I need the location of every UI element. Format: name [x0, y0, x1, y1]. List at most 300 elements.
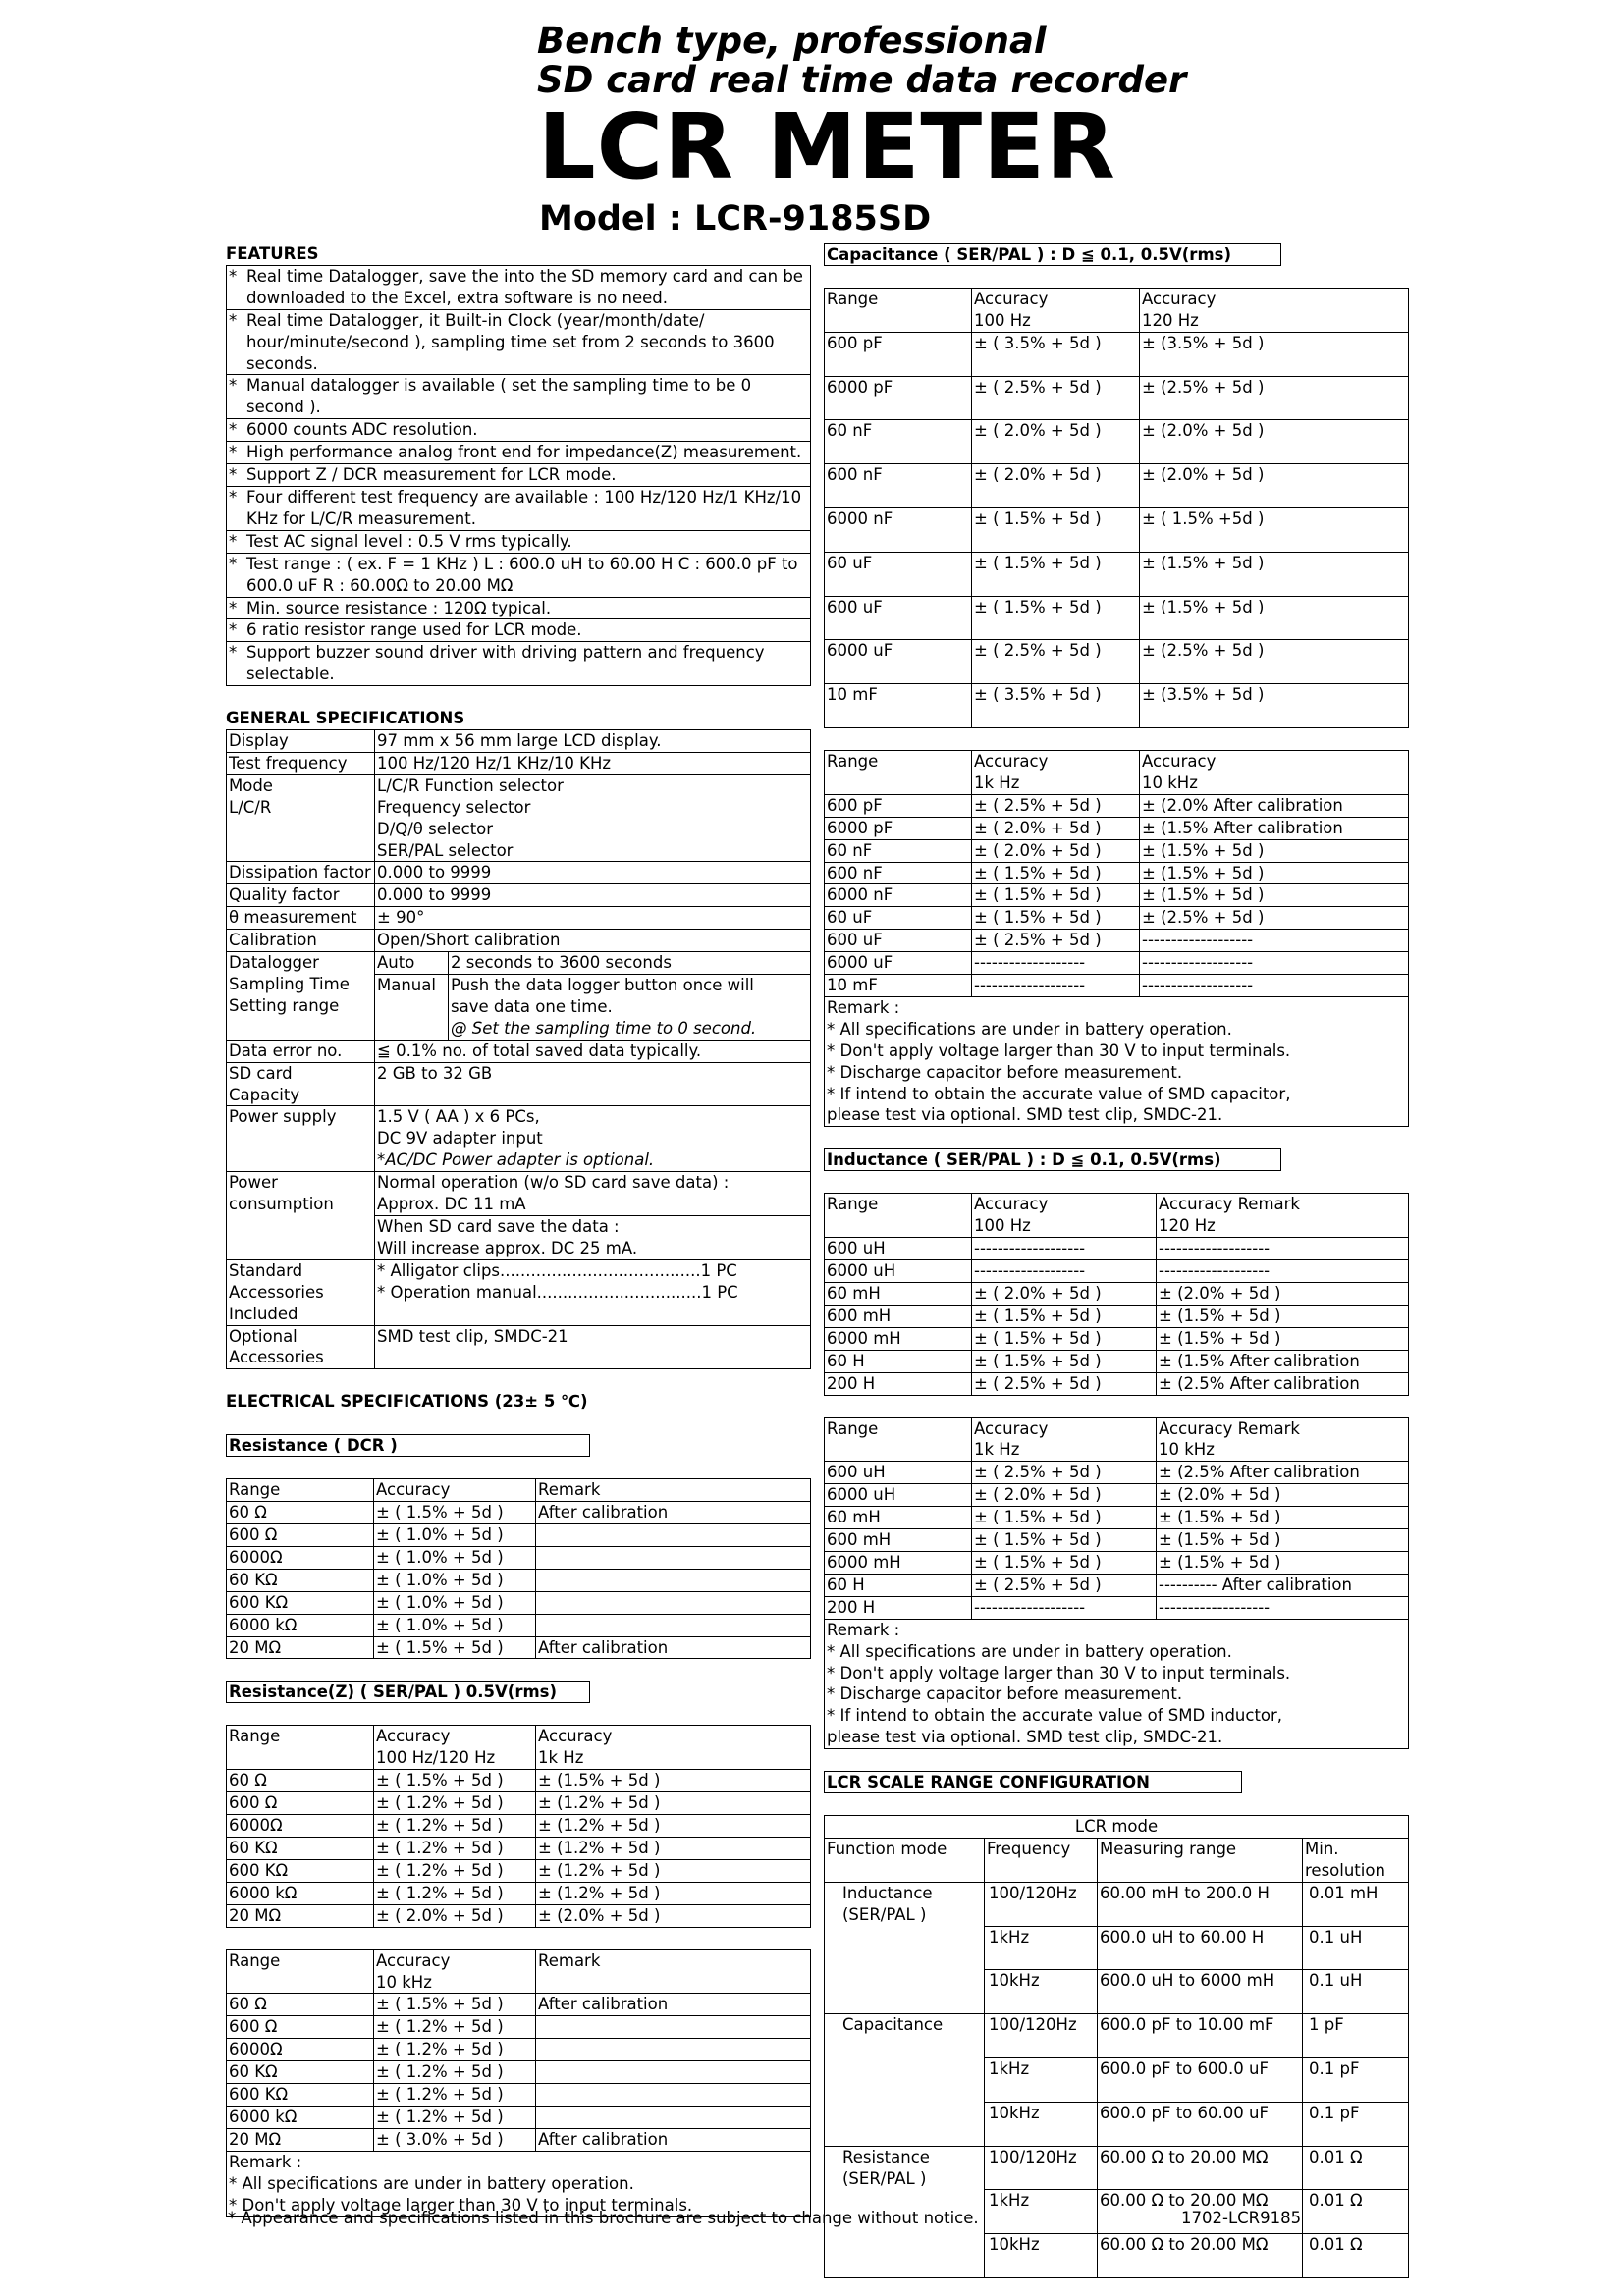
header-cell: [972, 1417, 1157, 1462]
table-cell: ± (1.5% + 5d ): [1157, 1327, 1409, 1350]
spec-value: When SD card save the data : Will increase approx. DC 25 mA.: [375, 1215, 811, 1259]
function-sub: (SER/PAL ): [842, 1904, 927, 1924]
remark-row: [825, 1062, 1409, 1084]
remark-text: * Don't apply voltage larger than 30 V to input terminals.: [825, 1663, 1409, 1684]
spec-value: Push the data logger button once will save data one time. @ Set the sampling time to 0 second.: [449, 975, 811, 1041]
table-row: [825, 420, 1409, 464]
z-table-low: [226, 1725, 811, 1927]
table-cell: 200 H: [825, 1596, 972, 1619]
table-cell: ± ( 1.2% + 5d ): [374, 2039, 536, 2061]
header-text: Range: [827, 290, 879, 308]
header-text: Accuracy: [376, 1727, 451, 1746]
remark-row: [825, 1104, 1409, 1126]
ind-table-low: [824, 1193, 1409, 1395]
table-cell: 600 pF: [825, 794, 972, 817]
table-cell: ± (2.0% After calibration: [1140, 794, 1409, 817]
table-cell: 60 KΩ: [227, 1838, 374, 1860]
table-cell: ± ( 1.5% + 5d ): [972, 1327, 1157, 1350]
table-cell: -------------------: [972, 1260, 1157, 1283]
table-cell: ± ( 1.5% + 5d ): [972, 1350, 1157, 1372]
config-row: [825, 2146, 1409, 2190]
table-row: [227, 1882, 811, 1904]
features-title: FEATURES: [226, 244, 319, 263]
header-text: Accuracy Remark: [1159, 1195, 1300, 1214]
table-row: [825, 975, 1409, 997]
table-cell: 60 uF: [825, 552, 972, 596]
table-cell: ± (1.2% + 5d ): [536, 1838, 811, 1860]
table-row: [227, 1546, 811, 1569]
header-text: Accuracy Remark: [1159, 1418, 1300, 1438]
table-row: [227, 1636, 811, 1659]
remark-text: * All specifications are under in battery operation.: [825, 1641, 1409, 1663]
feature-row: [227, 464, 811, 487]
table-cell: 600 uF: [825, 596, 972, 640]
table-header: [825, 750, 1409, 794]
table-cell: 10 mF: [825, 684, 972, 728]
feature-text: Support Z / DCR measurement for LCR mode.: [244, 464, 811, 487]
function-name: Resistance: [842, 2147, 930, 2166]
table-cell: ± ( 1.2% + 5d ): [374, 2061, 536, 2084]
table-cell: -------------------: [972, 1238, 1157, 1260]
table-row: [227, 1770, 811, 1792]
header-cell: Function mode: [825, 1839, 985, 1883]
config-function: [825, 1882, 985, 2013]
spec-key: θ measurement: [227, 907, 375, 930]
header-cell: [825, 1417, 972, 1462]
table-row: [825, 1238, 1409, 1260]
function-name: Inductance: [842, 1883, 933, 1902]
inductance-title: Inductance ( SER/PAL ) : D ≦ 0.1, 0.5V(rms): [824, 1148, 1281, 1171]
remark-row: [825, 1041, 1409, 1062]
table-cell: ± ( 2.5% + 5d ): [972, 1372, 1157, 1395]
header-cell: [1157, 1417, 1409, 1462]
table-cell: 10 mF: [825, 975, 972, 997]
table-cell: ± ( 2.5% + 5d ): [972, 640, 1140, 684]
feature-text: Four different test frequency are available : 100 Hz/120 Hz/1 KHz/10 KHz for L/C/R measurement.: [244, 486, 811, 530]
config-cell: 0.1 pF: [1303, 2102, 1409, 2146]
table-cell: ± (1.2% + 5d ): [536, 1792, 811, 1815]
table-cell: 20 MΩ: [227, 2128, 374, 2151]
header-text: Accuracy: [1142, 751, 1217, 771]
table-row: [227, 2084, 811, 2107]
remark-text: * All specifications are under in battery operation.: [227, 2173, 811, 2195]
left-column: [226, 243, 811, 2217]
table-cell: 600 Ω: [227, 2016, 374, 2039]
table-row: [825, 884, 1409, 907]
spec-value: SMD test clip, SMDC-21: [375, 1325, 811, 1369]
table-cell: -------------------: [1140, 975, 1409, 997]
table-cell: ± ( 2.5% + 5d ): [972, 930, 1140, 952]
table-cell: ± ( 1.5% + 5d ): [972, 1551, 1157, 1574]
table-cell: ± ( 3.5% + 5d ): [972, 332, 1140, 376]
table-row: [825, 1462, 1409, 1484]
header-line1: Bench type, professional: [537, 20, 1047, 62]
table-row: [825, 1507, 1409, 1529]
table-cell: ± ( 1.2% + 5d ): [374, 1838, 536, 1860]
header-text: Range: [827, 751, 879, 771]
spec-key: Dissipation factor: [227, 862, 375, 884]
config-cell: 10kHz: [985, 1970, 1098, 2014]
table-row: [825, 1484, 1409, 1507]
header-cell: [227, 1726, 374, 1770]
table-cell: 60 nF: [825, 420, 972, 464]
config-row: [825, 2014, 1409, 2058]
table-cell: ± (2.0% + 5d ): [1157, 1283, 1409, 1306]
table-row: [227, 1569, 811, 1591]
dcr-title: Resistance ( DCR ): [226, 1434, 590, 1457]
bullet: *: [227, 530, 245, 553]
header-cell: [227, 1479, 374, 1502]
table-row: [227, 2128, 811, 2151]
bullet: *: [227, 309, 245, 375]
table-cell: 60 Ω: [227, 1770, 374, 1792]
feature-row: [227, 419, 811, 442]
table-row: [227, 1591, 811, 1614]
header-cell: [825, 750, 972, 794]
table-cell: ± ( 2.5% + 5d ): [972, 1462, 1157, 1484]
table-cell: 600 mH: [825, 1305, 972, 1327]
feature-text: Real time Datalogger, save the into the SD memory card and can be downloaded to the Excel, extra software is no need.: [244, 265, 811, 309]
table-cell: ± ( 1.5% + 5d ): [972, 862, 1140, 884]
table-cell: After calibration: [536, 1994, 811, 2016]
config-cell: 0.01 mH: [1303, 1882, 1409, 1926]
table-cell: ± ( 1.5% + 5d ): [374, 1636, 536, 1659]
table-cell: 6000 pF: [825, 817, 972, 839]
table-cell: ± ( 1.0% + 5d ): [374, 1546, 536, 1569]
header-text: Accuracy: [974, 1195, 1049, 1214]
table-cell: After calibration: [536, 1636, 811, 1659]
spec-key: Quality factor: [227, 884, 375, 907]
table-row: [227, 1859, 811, 1882]
page-title: LCR METER: [538, 94, 1116, 199]
spec-key: Mode L/C/R: [227, 774, 375, 862]
table-cell: ± (2.5% After calibration: [1157, 1462, 1409, 1484]
table-cell: ± ( 1.0% + 5d ): [374, 1591, 536, 1614]
table-row: [825, 508, 1409, 553]
table-row: [825, 1327, 1409, 1350]
table-row: [825, 1305, 1409, 1327]
table-header: [825, 289, 1409, 333]
table-cell: 60 KΩ: [227, 1569, 374, 1591]
table-cell: [536, 2084, 811, 2107]
table-cell: 6000 nF: [825, 884, 972, 907]
table-cell: ± (1.5% + 5d ): [1140, 839, 1409, 862]
table-cell: [536, 1546, 811, 1569]
remark-text: * Discharge capacitor before measurement.: [825, 1683, 1409, 1705]
table-cell: ± ( 2.0% + 5d ): [972, 420, 1140, 464]
table-cell: -------------------: [1157, 1260, 1409, 1283]
table-header: [227, 1949, 811, 1994]
z-title: Resistance(Z) ( SER/PAL ) 0.5V(rms): [226, 1681, 590, 1703]
table-cell: ± ( 3.5% + 5d ): [972, 684, 1140, 728]
remark-row: [825, 1019, 1409, 1041]
table-cell: [536, 2039, 811, 2061]
table-cell: After calibration: [536, 1502, 811, 1524]
table-row: [825, 794, 1409, 817]
table-cell: 600 nF: [825, 464, 972, 508]
table-header: [825, 1194, 1409, 1238]
table-cell: 20 MΩ: [227, 1904, 374, 1927]
table-cell: [536, 1591, 811, 1614]
table-row: [227, 1502, 811, 1524]
config-cell: 100/120Hz: [985, 1882, 1098, 1926]
header-text: 10 kHz: [1142, 773, 1198, 792]
spec-key: Optional Accessories: [227, 1325, 375, 1369]
bullet: *: [227, 464, 245, 487]
table-cell: ± ( 1.5% + 5d ): [972, 508, 1140, 553]
config-row: [825, 1882, 1409, 1926]
table-cell: ± ( 1.5% + 5d ): [374, 1502, 536, 1524]
table-cell: ± (1.5% + 5d ): [1157, 1551, 1409, 1574]
table-row: [825, 376, 1409, 420]
feature-row: [227, 486, 811, 530]
table-cell: ± (1.5% + 5d ): [1140, 884, 1409, 907]
spec-value: 97 mm x 56 mm large LCD display.: [375, 730, 811, 753]
table-cell: 600 Ω: [227, 1524, 374, 1547]
remark-text: Remark :: [825, 996, 1409, 1018]
header-text: [827, 1439, 969, 1461]
feature-text: Real time Datalogger, it Built-in Clock (year/month/date/ hour/minute/second ), sampling time set from 2 seconds to 3600 seconds.: [244, 309, 811, 375]
spec-key: SD card Capacity: [227, 1062, 375, 1106]
table-cell: After calibration: [536, 2128, 811, 2151]
table-cell: -------------------: [1140, 930, 1409, 952]
table-cell: ± ( 1.0% + 5d ): [374, 1569, 536, 1591]
table-cell: ---------- After calibration: [1157, 1574, 1409, 1596]
bullet: *: [227, 265, 245, 309]
table-cell: 600 nF: [825, 862, 972, 884]
table-cell: 60 uF: [825, 907, 972, 930]
header-text: [827, 773, 969, 794]
header-cell: [536, 1949, 811, 1994]
spec-value: 0.000 to 9999: [375, 884, 811, 907]
table-cell: 6000 mH: [825, 1551, 972, 1574]
header-cell: [1157, 1194, 1409, 1238]
header-cell: [536, 1479, 811, 1502]
table-cell: ± ( 2.0% + 5d ): [972, 1484, 1157, 1507]
config-cell: 0.01 Ω: [1303, 2190, 1409, 2234]
spec-value: ± 90°: [375, 907, 811, 930]
table-row: [825, 640, 1409, 684]
config-cell: 0.1 uH: [1303, 1926, 1409, 1970]
header-text: 1k Hz: [974, 1440, 1020, 1460]
table-cell: ± (2.5% + 5d ): [1140, 907, 1409, 930]
footer-note: * Appearance and specifications listed in this brochure are subject to change without notice.: [228, 2209, 979, 2227]
header-text: 1k Hz: [538, 1748, 584, 1768]
model-label: Model : LCR-9185SD: [539, 199, 932, 239]
table-cell: ± (3.5% + 5d ): [1140, 684, 1409, 728]
spec-key: Test frequency: [227, 752, 375, 774]
table-row: [227, 1815, 811, 1838]
table-row: [825, 684, 1409, 728]
footer-code: 1702-LCR9185: [1181, 2209, 1302, 2227]
header-text: Range: [229, 1727, 281, 1746]
header-text: Range: [229, 1480, 281, 1500]
remark-text: * Discharge capacitor before measurement.: [825, 1062, 1409, 1084]
table-cell: ± ( 2.0% + 5d ): [374, 1904, 536, 1927]
table-cell: ± ( 2.0% + 5d ): [972, 464, 1140, 508]
bullet: *: [227, 619, 245, 642]
bullet: *: [227, 442, 245, 464]
table-cell: ± ( 1.5% +5d ): [1140, 508, 1409, 553]
table-cell: 600 uH: [825, 1238, 972, 1260]
spec-value: Manual: [375, 975, 449, 1041]
table-cell: ± ( 1.5% + 5d ): [972, 907, 1140, 930]
spec-value: 0.000 to 9999: [375, 862, 811, 884]
header-text: 10 kHz: [1159, 1440, 1215, 1460]
table-cell: 600 KΩ: [227, 1591, 374, 1614]
header-text: [538, 1972, 808, 1994]
table-header: [825, 1417, 1409, 1462]
table-cell: [536, 2016, 811, 2039]
table-row: [825, 1551, 1409, 1574]
table-row: [227, 1524, 811, 1547]
table-cell: ± (1.2% + 5d ): [536, 1815, 811, 1838]
remark-row: [825, 996, 1409, 1018]
table-cell: ± ( 1.2% + 5d ): [374, 1859, 536, 1882]
table-cell: 60 mH: [825, 1507, 972, 1529]
config-cell: 0.01 Ω: [1303, 2234, 1409, 2278]
spec-value: Normal operation (w/o SD card save data) : Approx. DC 11 mA: [375, 1172, 811, 1216]
table-row: [825, 1529, 1409, 1552]
config-cell: 600.0 uH to 6000 mH: [1098, 1970, 1303, 2014]
spec-key: Datalogger Sampling Time Setting range: [227, 952, 375, 1041]
table-cell: 6000 kΩ: [227, 2106, 374, 2128]
electrical-title: ELECTRICAL SPECIFICATIONS (23± 5 ℃): [226, 1392, 588, 1412]
config-cell: 600.0 uH to 60.00 H: [1098, 1926, 1303, 1970]
table-cell: ± ( 2.0% + 5d ): [972, 817, 1140, 839]
table-cell: ± ( 1.2% + 5d ): [374, 1815, 536, 1838]
table-cell: 60 KΩ: [227, 2061, 374, 2084]
table-cell: 6000 mH: [825, 1327, 972, 1350]
feature-row: [227, 265, 811, 309]
table-cell: ± ( 1.2% + 5d ): [374, 1882, 536, 1904]
table-row: [227, 2016, 811, 2039]
function-sub: (SER/PAL ): [842, 2168, 927, 2188]
table-cell: [536, 1614, 811, 1636]
table-cell: ± ( 2.5% + 5d ): [972, 1574, 1157, 1596]
header-cell: [374, 1949, 536, 1994]
bullet: *: [227, 419, 245, 442]
general-spec-table: [226, 729, 811, 1369]
header-text: [827, 310, 969, 332]
table-cell: ± (2.5% + 5d ): [1140, 376, 1409, 420]
table-row: [825, 332, 1409, 376]
ind-table-high: [824, 1417, 1409, 1750]
table-row: [227, 2106, 811, 2128]
table-cell: ± ( 1.2% + 5d ): [374, 2016, 536, 2039]
table-cell: ± (1.5% After calibration: [1157, 1350, 1409, 1372]
bullet: *: [227, 486, 245, 530]
remark-text: * If intend to obtain the accurate value of SMD inductor,: [825, 1705, 1409, 1727]
table-cell: ± ( 1.5% + 5d ): [374, 1770, 536, 1792]
table-cell: ± ( 1.0% + 5d ): [374, 1614, 536, 1636]
table-row: [227, 1792, 811, 1815]
config-cell: 100/120Hz: [985, 2014, 1098, 2058]
header-text: [827, 1215, 969, 1237]
config-cell: 1kHz: [985, 2058, 1098, 2103]
spec-value: 100 Hz/120 Hz/1 KHz/10 KHz: [375, 752, 811, 774]
table-cell: 6000 uF: [825, 640, 972, 684]
feature-text: Manual datalogger is available ( set the sampling time to be 0 second ).: [244, 375, 811, 419]
table-cell: ± ( 1.5% + 5d ): [972, 552, 1140, 596]
table-cell: ± (1.2% + 5d ): [536, 1882, 811, 1904]
table-cell: 6000Ω: [227, 2039, 374, 2061]
table-cell: [536, 1524, 811, 1547]
table-cell: ± ( 1.0% + 5d ): [374, 1524, 536, 1547]
table-cell: 60 Ω: [227, 1994, 374, 2016]
header-cell: [536, 1726, 811, 1770]
table-cell: 20 MΩ: [227, 1636, 374, 1659]
spec-value: Open/Short calibration: [375, 930, 811, 952]
remark-text: * Don't apply voltage larger than 30 V to input terminals.: [227, 2195, 811, 2216]
header-cell: Measuring range: [1098, 1839, 1303, 1883]
header-text: 100 Hz: [974, 1216, 1031, 1236]
header-text: Range: [229, 1950, 281, 1970]
table-header: [227, 1479, 811, 1502]
header-cell: [825, 289, 972, 333]
header-text: 100 Hz/120 Hz: [376, 1748, 496, 1768]
config-cell: 0.01 Ω: [1303, 2146, 1409, 2190]
table-cell: ± ( 1.5% + 5d ): [972, 1529, 1157, 1552]
spec-value: 2 GB to 32 GB: [375, 1062, 811, 1106]
spec-key: Power supply: [227, 1106, 375, 1172]
table-row: [825, 1574, 1409, 1596]
remark-row: [825, 1663, 1409, 1684]
table-cell: ± (1.5% + 5d ): [1140, 596, 1409, 640]
spec-key: Display: [227, 730, 375, 753]
config-cell: 0.1 pF: [1303, 2058, 1409, 2103]
dcr-table: [226, 1478, 811, 1659]
config-cell: 10kHz: [985, 2102, 1098, 2146]
spec-value: * Alligator clips.......................................1 PC * Operation manual................................1 PC: [375, 1259, 811, 1325]
right-column: [824, 243, 1409, 2278]
remark-row: [227, 2173, 811, 2195]
table-cell: 200 H: [825, 1372, 972, 1395]
table-cell: 600 KΩ: [227, 2084, 374, 2107]
table-cell: ± (1.5% + 5d ): [1157, 1529, 1409, 1552]
table-cell: 6000Ω: [227, 1546, 374, 1569]
header-cell: [825, 1194, 972, 1238]
table-row: [825, 1350, 1409, 1372]
table-cell: ± ( 1.5% + 5d ): [972, 1507, 1157, 1529]
feature-text: Test range : ( ex. F = 1 KHz ) L : 600.0 uH to 60.00 H C : 600.0 pF to 600.0 uF R : 60.00Ω to 20.00 MΩ: [244, 553, 811, 597]
header-text: Range: [827, 1418, 879, 1438]
header-cell: [227, 1949, 374, 1994]
table-row: [825, 930, 1409, 952]
feature-row: [227, 619, 811, 642]
remark-row: [825, 1705, 1409, 1727]
config-cell: 1 pF: [1303, 2014, 1409, 2058]
header-text: Accuracy: [538, 1727, 613, 1746]
table-cell: ± ( 2.5% + 5d ): [972, 794, 1140, 817]
feature-row: [227, 642, 811, 686]
function-name: Capacitance: [842, 2015, 944, 2035]
table-row: [825, 1596, 1409, 1619]
config-cell: 10kHz: [985, 2234, 1098, 2278]
header-line2: SD card real time data recorder: [537, 59, 1187, 101]
header-text: 120 Hz: [1159, 1216, 1216, 1236]
header-text: Accuracy: [974, 1418, 1049, 1438]
table-cell: ± (1.5% + 5d ): [536, 1770, 811, 1792]
table-row: [825, 1372, 1409, 1395]
table-cell: 6000 nF: [825, 508, 972, 553]
remark-row: [825, 1683, 1409, 1705]
table-cell: ± ( 1.5% + 5d ): [972, 884, 1140, 907]
spec-key: Calibration: [227, 930, 375, 952]
table-cell: ± (1.2% + 5d ): [536, 1859, 811, 1882]
table-cell: ± ( 1.5% + 5d ): [374, 1994, 536, 2016]
bullet: *: [227, 553, 245, 597]
